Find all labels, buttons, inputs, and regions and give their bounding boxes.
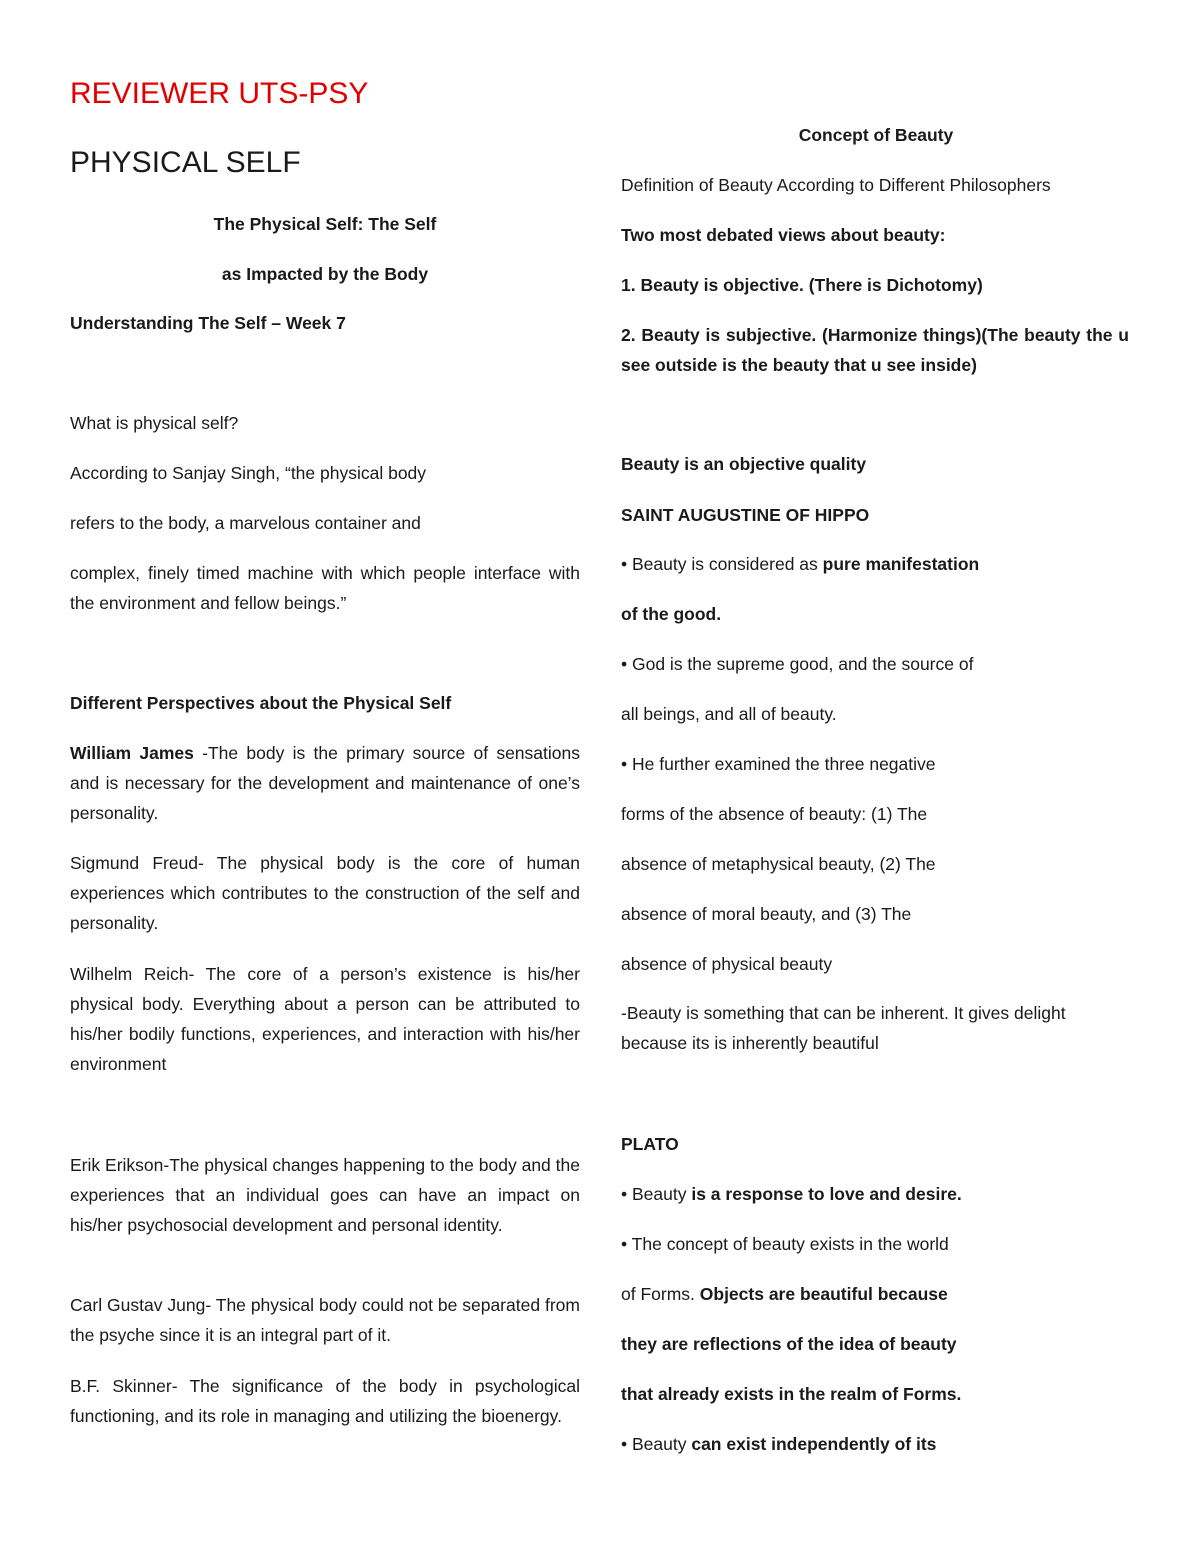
view-1: 1. Beauty is objective. (There is Dichotomy) <box>621 275 983 295</box>
augustine-bullet-3-line1: • He further examined the three negative <box>621 754 936 774</box>
week-line: Understanding The Self – Week 7 <box>70 313 346 333</box>
erikson-paragraph: Erik Erikson-The physical changes happening to the body and the experiences that an individual goes can have an impact on his/her psychosocial development and personal identity. <box>70 1155 580 1235</box>
augustine-bullet-3-line2: forms of the absence of beauty: (1) The <box>621 804 928 824</box>
plato-bullet-2-line2 <box>621 1279 948 1309</box>
skinner-paragraph: B.F. Skinner- The significance of the body in psychological functioning, and its role in managing and utilizing the bioenergy. <box>70 1376 580 1426</box>
plato-bullet-1-text: • Beauty <box>621 1184 692 1204</box>
william-james-paragraph <box>70 738 580 828</box>
perspectives-heading: Different Perspectives about the Physical Self <box>70 693 452 713</box>
augustine-bullet-1-line2: of the good. <box>621 604 722 624</box>
quote-paragraph: complex, finely timed machine with which people interface with the environment and fellow beings.” <box>70 563 580 613</box>
question-text: What is physical self? <box>70 413 239 433</box>
quote-line-2: refers to the body, a marvelous container and <box>70 513 421 533</box>
definition-line: Definition of Beauty According to Different Philosophers <box>621 175 1051 195</box>
plato-bullet-2-line2-bold: Objects are beautiful because <box>699 1284 948 1304</box>
plato-bullet-1 <box>621 1179 962 1209</box>
jung-paragraph: Carl Gustav Jung- The physical body could not be separated from the psyche since it is an integral part of it. <box>70 1295 580 1345</box>
concept-heading: Concept of Beauty <box>798 125 954 145</box>
plato-bullet-2-line3: they are reflections of the idea of beauty <box>621 1334 957 1354</box>
augustine-bullet-1 <box>621 549 979 579</box>
augustine-bullet-1-bold: pure manifestation <box>822 554 980 574</box>
left-heading-line2: as Impacted by the Body <box>221 264 429 284</box>
augustine-bullet-3-line4: absence of moral beauty, and (3) The <box>621 904 912 924</box>
left-heading-line1: The Physical Self: The Self <box>213 214 437 234</box>
view-2: 2. Beauty is subjective. (Harmonize things)(The beauty the u see outside is the beauty that u see inside) <box>621 325 1129 375</box>
augustine-bullet-3-line5: absence of physical beauty <box>621 954 833 974</box>
plato-bullet-3-text: • Beauty <box>621 1434 692 1454</box>
freud-paragraph: Sigmund Freud- The physical body is the core of human experiences which contributes to the construction of the self and personality. <box>70 853 580 933</box>
william-james-name: William James <box>70 743 194 763</box>
plato-heading: PLATO <box>621 1134 679 1154</box>
debated-views-line: Two most debated views about beauty: <box>621 225 946 245</box>
inherent-paragraph: -Beauty is something that can be inherent. It gives delight because its is inherently beautiful <box>621 1003 1066 1053</box>
augustine-bullet-1-text: • Beauty is considered as <box>621 554 823 574</box>
augustine-bullet-2-line2: all beings, and all of beauty. <box>621 704 837 724</box>
document-title: REVIEWER UTS-PSY <box>70 77 369 110</box>
plato-bullet-3-bold: can exist independently of its <box>691 1434 937 1454</box>
plato-bullet-1-bold: is a response to love and desire. <box>691 1184 962 1204</box>
william-james-text: -The body is the primary source of sensations and is necessary for the development and maintenance of one’s personality. <box>70 743 580 823</box>
quote-line-1: According to Sanjay Singh, “the physical body <box>70 463 427 483</box>
objective-heading: Beauty is an objective quality <box>621 454 867 474</box>
reich-paragraph: Wilhelm Reich- The core of a person’s existence is his/her physical body. Everything about a person can be attributed to his/her bodily functions, experiences, and interaction with his/her environment <box>70 964 580 1074</box>
plato-bullet-2-line1: • The concept of beauty exists in the world <box>621 1234 949 1254</box>
augustine-bullet-2-line1: • God is the supreme good, and the source of <box>621 654 974 674</box>
augustine-heading: SAINT AUGUSTINE OF HIPPO <box>621 505 870 525</box>
plato-bullet-3 <box>621 1429 936 1459</box>
plato-bullet-2-line4: that already exists in the realm of Forms. <box>621 1384 962 1404</box>
section-title: PHYSICAL SELF <box>70 146 301 179</box>
augustine-bullet-3-line3: absence of metaphysical beauty, (2) The <box>621 854 936 874</box>
plato-bullet-2-line2-text: of Forms. <box>621 1284 700 1304</box>
